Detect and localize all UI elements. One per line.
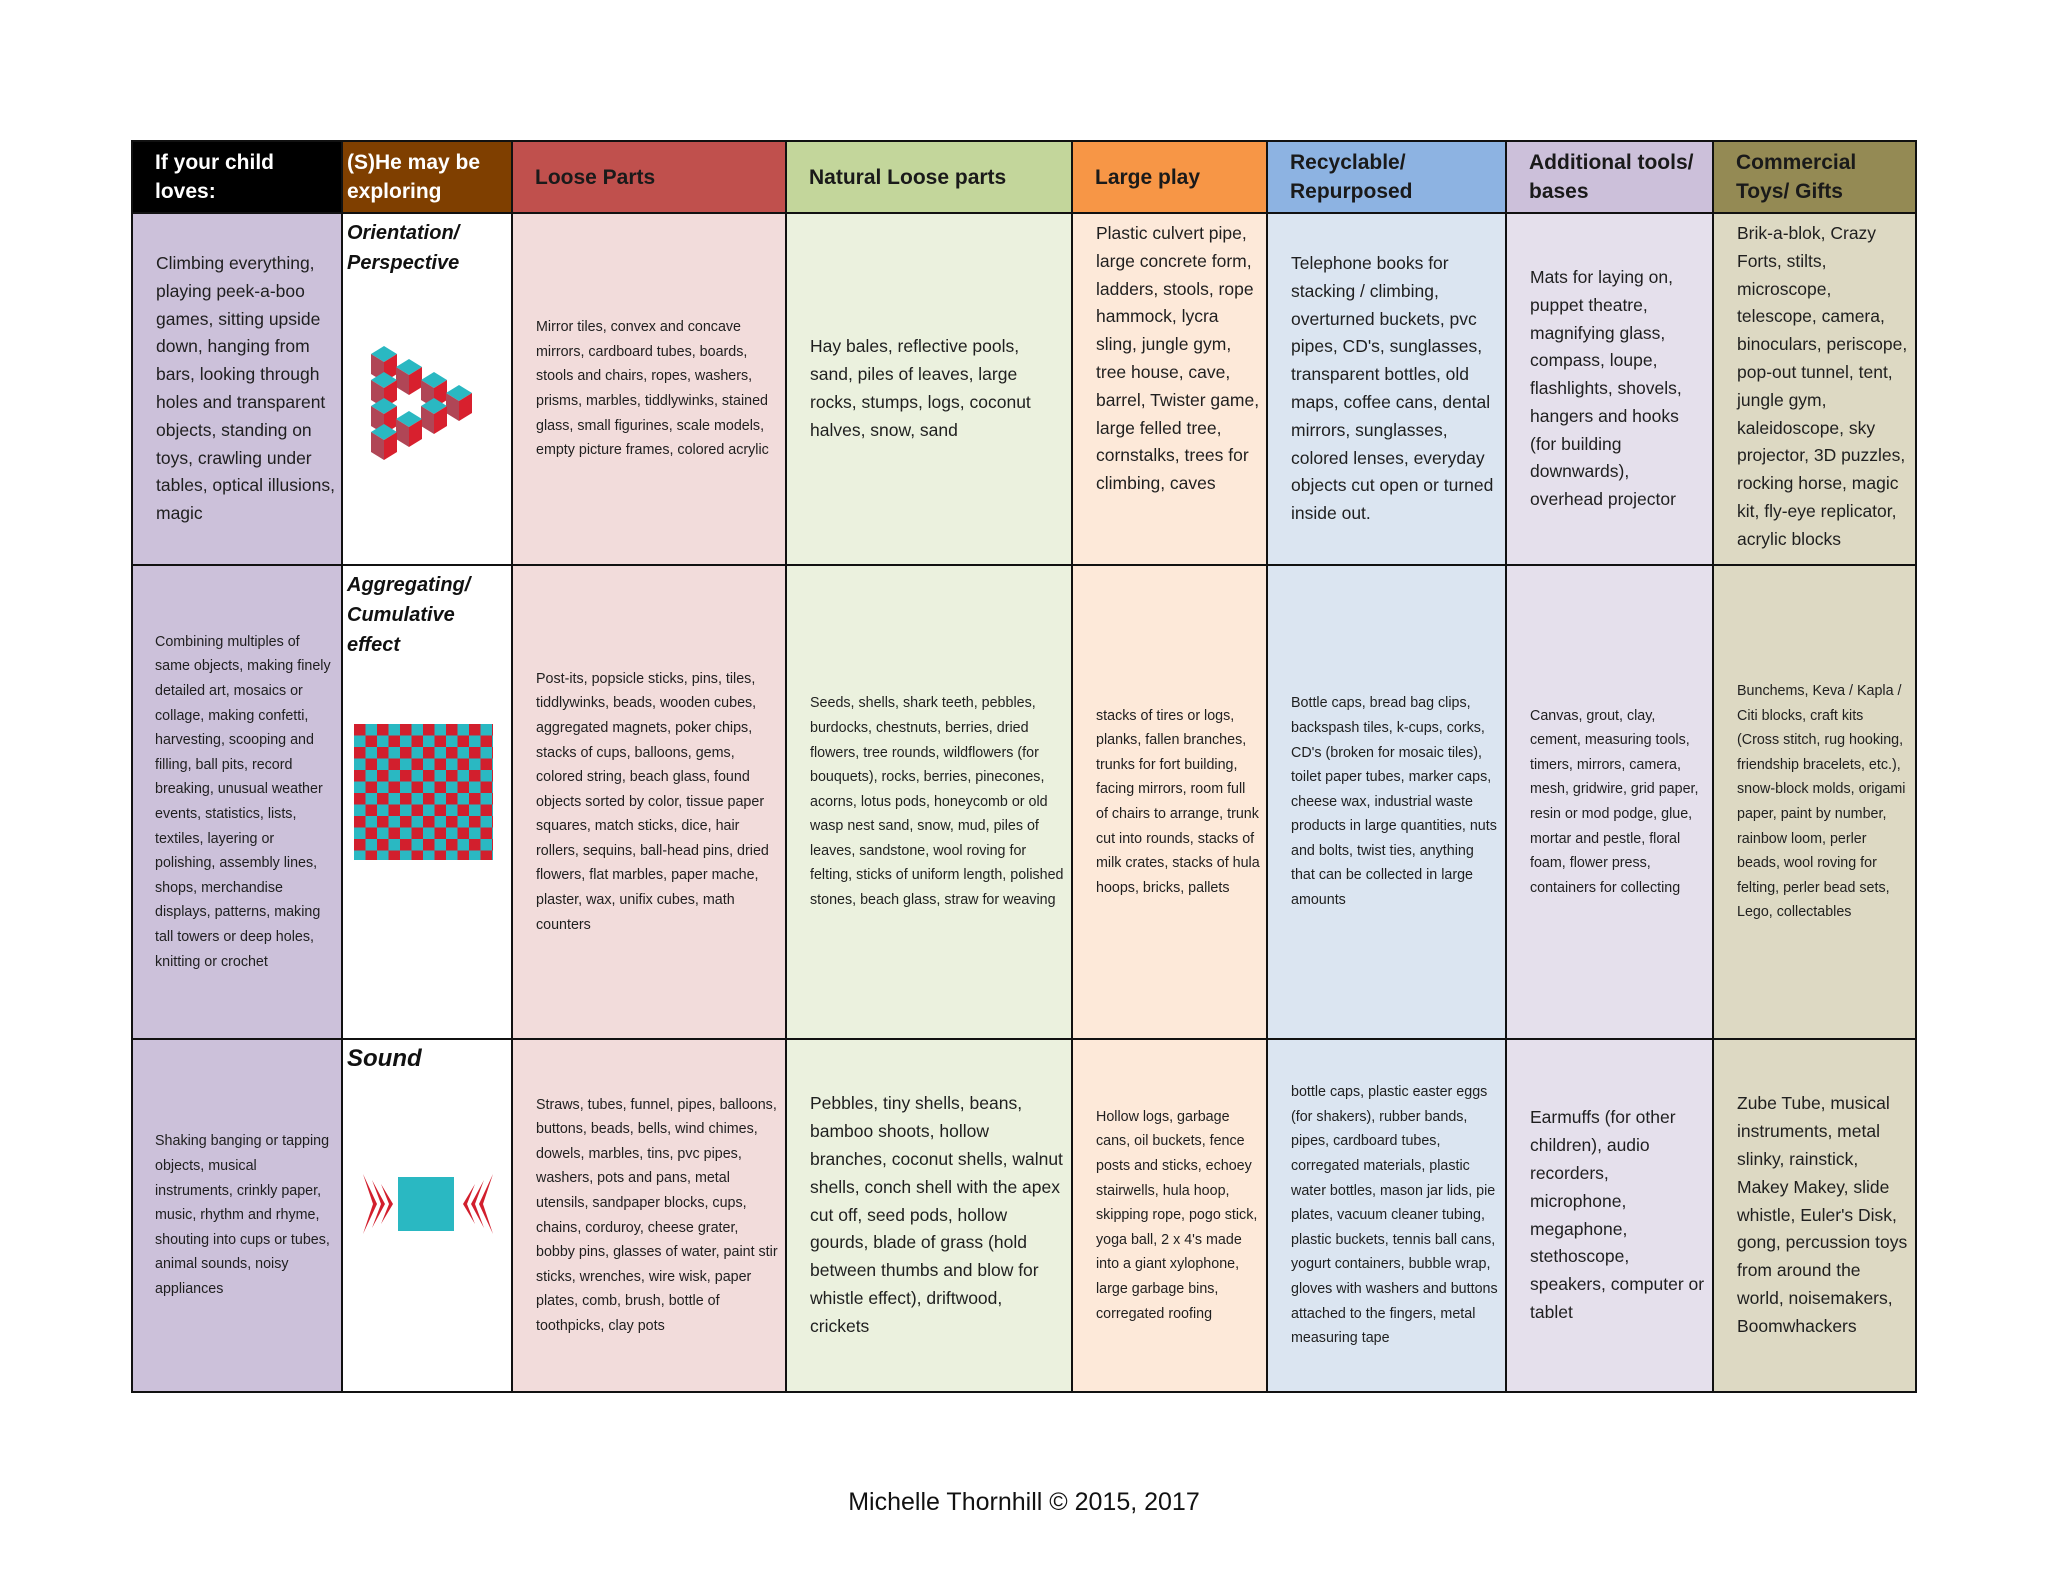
cell-natural-loose-parts	[786, 565, 1072, 1039]
cell-loose-parts	[512, 565, 786, 1039]
loose-parts-text: Post-its, popsicle sticks, pins, tiles, tiddlywinks, beads, wooden cubes, aggregated magnets, poker chips, stacks of cups, balloons, gems, colored string, beach glass, found objects sorted by color, tissue paper squares, match sticks, dice, hair rollers, sequins, ball-head pins, dried flowers, flat marbles, paper mache, plaster, wax, unifix cubes, math counters	[536, 670, 769, 933]
recyclable-text: Bottle caps, bread bag clips, backspash tiles, k-cups, corks, CD's (broken for mosaic tiles), toilet paper tubes, marker caps, cheese wax, industrial waste products in large quantities, nuts and bolts, twist ties, anything that can be collected in large amounts	[1291, 695, 1497, 909]
cell-recyclable	[1267, 213, 1506, 565]
cell-additional-tools	[1506, 1039, 1713, 1392]
table-row	[132, 565, 1916, 1039]
natural-loose-parts-text: Seeds, shells, shark teeth, pebbles, burdocks, chestnuts, berries, dried flowers, tree rounds, wildflowers (for bouquets), rocks, berries, pinecones, acorns, lotus pods, honeycomb or old wasp nest sand, snow, mud, piles of leaves, sandstone, wool roving for felting, sticks of uniform length, polished stones, beach glass, straw for weaving	[810, 695, 1064, 909]
cell-commercial-toys	[1713, 565, 1916, 1039]
cell-commercial-toys	[1713, 213, 1916, 565]
cell-additional-tools	[1506, 213, 1713, 565]
impossible-triangle-icon	[363, 338, 511, 473]
header-natural-loose-parts: Natural Loose parts	[786, 141, 1072, 213]
exploring-label: Orientation/ Perspective	[347, 222, 460, 274]
header-commercial-toys: Commercial Toys/ Gifts	[1713, 141, 1916, 213]
natural-loose-parts-text: Pebbles, tiny shells, beans, bamboo shoots, hollow branches, coconut shells, walnut shells, conch shell with the apex cut off, seed pods, hollow gourds, blade of grass (hold between thumbs and blow for whistle effect), driftwood, crickets	[810, 1093, 1063, 1336]
cell-additional-tools	[1506, 565, 1713, 1039]
cell-exploring	[342, 213, 512, 565]
cell-natural-loose-parts	[786, 213, 1072, 565]
commercial-toys-text: Zube Tube, musical instruments, metal slinky, rainstick, Makey Makey, slide whistle, Euler's Disk, gong, percussion toys from around the world, noisemakers, Boomwhackers	[1737, 1093, 1908, 1336]
cell-exploring	[342, 565, 512, 1039]
cell-exploring	[342, 1039, 512, 1392]
copyright-footer: Michelle Thornhill © 2015, 2017	[848, 1488, 1200, 1516]
header-large-play: Large play	[1072, 141, 1267, 213]
cell-child-loves	[132, 1039, 342, 1392]
cell-natural-loose-parts	[786, 1039, 1072, 1392]
table-row	[132, 213, 1916, 565]
natural-loose-parts-text: Hay bales, reflective pools, sand, piles of leaves, large rocks, stumps, logs, coconut halves, snow, sand	[810, 336, 1031, 440]
header-additional-tools: Additional tools/ bases	[1506, 141, 1713, 213]
exploring-label: Aggregating/ Cumulative effect	[347, 574, 471, 656]
header-child-loves: If your child loves:	[132, 141, 342, 213]
cell-recyclable	[1267, 1039, 1506, 1392]
child-loves-text: Shaking banging or tapping objects, musical instruments, crinkly paper, music, rhythm and rhyme, shouting into cups or tubes, animal sounds, noisy appliances	[155, 1133, 330, 1297]
additional-tools-text: Canvas, grout, clay, cement, measuring tools, timers, mirrors, camera, mesh, gridwire, grid paper, resin or mod podge, glue, mortar and pestle, floral foam, flower press, containers for collecting	[1530, 707, 1699, 896]
commercial-toys-text: Bunchems, Keva / Kapla / Citi blocks, craft kits (Cross stitch, rug hooking, friendship bracelets, etc.), snow-block molds, origami paper, paint by number, rainbow loom, perler beads, wool roving for felting, perler bead sets, Lego, collectables	[1737, 683, 1906, 921]
header-row	[132, 141, 1916, 213]
recyclable-text: bottle caps, plastic easter eggs (for shakers), rubber bands, pipes, cardboard tubes, corregated materials, plastic water bottles, mason jar lids, pie plates, vacuum cleaner tubing, plastic buckets, tennis ball cans, yogurt containers, bubble wrap, gloves with washers and buttons attached to the fingers, metal measuring tape	[1291, 1084, 1498, 1347]
cell-large-play	[1072, 1039, 1267, 1392]
sound-waves-icon	[363, 1174, 511, 1241]
cell-loose-parts	[512, 1039, 786, 1392]
loose-parts-table	[131, 140, 1917, 1393]
large-play-text: Plastic culvert pipe, large concrete form, ladders, stools, rope hammock, lycra sling, jungle gym, tree house, cave, barrel, Twister game, large felled tree, cornstalks, trees for climbing, caves	[1096, 223, 1260, 494]
additional-tools-text: Mats for laying on, puppet theatre, magnifying glass, compass, loupe, flashlights, shovels, hangers and hooks (for building downwards), overhead projector	[1530, 266, 1682, 510]
recyclable-text: Telephone books for stacking / climbing, overturned buckets, pvc pipes, CD's, sunglasses, transparent bottles, old maps, coffee cans, dental mirrors, sunglasses, colored lenses, everyday objects cut open or turned inside out.	[1291, 253, 1494, 524]
child-loves-text: Climbing everything, playing peek-a-boo games, sitting upside down, hanging from bars, looking through holes and transparent objects, standing on toys, crawling under tables, optical illusions, magic	[156, 253, 335, 524]
large-play-text: Hollow logs, garbage cans, oil buckets, fence posts and sticks, echoey stairwells, hula hoop, skipping rope, pogo stick, yoga ball, 2 x 4's made into a giant xylophone, large garbage bins, corregated roofing	[1096, 1108, 1258, 1322]
cell-large-play	[1072, 213, 1267, 565]
loose-parts-text: Straws, tubes, funnel, pipes, balloons, buttons, beads, bells, wind chimes, dowels, marbles, tins, pvc pipes, washers, pots and pans, metal utensils, sandpaper blocks, cups, chains, corduroy, cheese grater, bobby pins, glasses of water, paint stir sticks, wrenches, wire wisk, paper plates, comb, brush, bottle of toothpicks, clay pots	[536, 1096, 778, 1334]
header-exploring: (S)He may be exploring	[342, 141, 512, 213]
loose-parts-text: Mirror tiles, convex and concave mirrors, cardboard tubes, boards, stools and chairs, ropes, washers, prisms, marbles, tiddlywinks, stained glass, small figurines, scale models, empty picture frames, colored acrylic	[536, 319, 769, 459]
large-play-text: stacks of tires or logs, planks, fallen branches, trunks for fort building, facing mirrors, room full of chairs to arrange, trunk cut into rounds, stacks of milk crates, stacks of hula hoops, bricks, pallets	[1096, 707, 1260, 896]
cell-large-play	[1072, 565, 1267, 1039]
cell-child-loves	[132, 565, 342, 1039]
cell-loose-parts	[512, 213, 786, 565]
checkerboard-icon	[354, 724, 493, 860]
cell-recyclable	[1267, 565, 1506, 1039]
commercial-toys-text: Brik-a-blok, Crazy Forts, stilts, microscope, telescope, camera, binoculars, periscope, pop-out tunnel, tent, jungle gym, kaleidoscope, sky projector, 3D puzzles, rocking horse, magic kit, fly-eye replicator, acrylic blocks	[1737, 223, 1908, 549]
exploring-label: Sound	[347, 1045, 422, 1072]
header-loose-parts: Loose Parts	[512, 141, 786, 213]
additional-tools-text: Earmuffs (for other children), audio recorders, microphone, megaphone, stethoscope, speakers, computer or tablet	[1530, 1107, 1705, 1322]
header-recyclable: Recyclable/ Repurposed	[1267, 141, 1506, 213]
cell-commercial-toys	[1713, 1039, 1916, 1392]
cell-child-loves	[132, 213, 342, 565]
child-loves-text: Combining multiples of same objects, making finely detailed art, mosaics or collage, making confetti, harvesting, scooping and filling, ball pits, record breaking, unusual weather events, statistics, lists, textiles, layering or polishing, assembly lines, shops, merchandise displays, patterns, making tall towers or deep holes, knitting or crochet	[155, 633, 331, 970]
table-row	[132, 1039, 1916, 1392]
